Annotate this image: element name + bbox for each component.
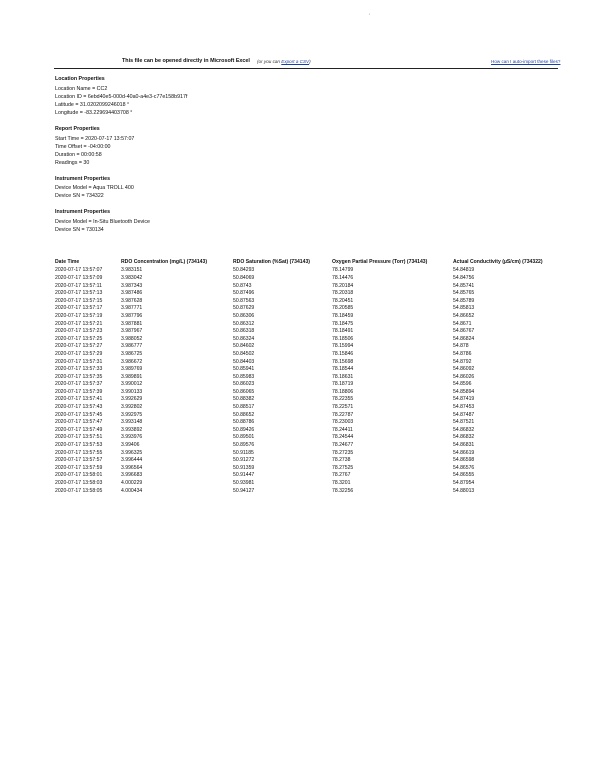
table-cell: 50.93981 — [233, 480, 255, 487]
table-cell: 2020-07-17 13:57:41 — [55, 396, 103, 403]
table-cell: 2020-07-17 13:57:27 — [55, 343, 103, 350]
section-title: Instrument Properties — [55, 209, 111, 216]
table-cell: 78.18459 — [332, 312, 354, 319]
table-cell: 78.22355 — [332, 396, 354, 403]
table-cell: 54.85789 — [453, 297, 475, 304]
table-cell: 2020-07-17 13:57:15 — [55, 297, 103, 304]
table-cell: 78.14476 — [332, 274, 354, 281]
table-cell: 2020-07-17 13:57:19 — [55, 312, 103, 319]
table-cell: 2020-07-17 13:57:37 — [55, 381, 103, 388]
table-row — [52, 450, 570, 458]
table-row — [52, 389, 570, 397]
table-cell: 50.86324 — [233, 335, 255, 342]
table-row — [52, 442, 570, 450]
table-cell: 54.86092 — [453, 366, 475, 373]
export-header — [0, 58, 600, 66]
table-cell: 3.990012 — [121, 381, 143, 388]
table-cell: 78.20184 — [332, 282, 354, 289]
section-title: Location Properties — [55, 76, 105, 82]
table-cell: 78.18719 — [332, 381, 354, 388]
table-row — [52, 298, 570, 306]
property-line: Latitude = 31.0202099246018 ° — [55, 101, 130, 108]
table-cell: 54.86576 — [453, 464, 475, 471]
table-cell: 54.8792 — [453, 358, 472, 365]
table-cell: 78.15846 — [332, 350, 354, 357]
table-cell: 3.987796 — [121, 312, 143, 319]
table-cell: 50.88786 — [233, 419, 255, 426]
table-cell: 2020-07-17 13:58:03 — [55, 480, 103, 487]
table-cell: 2020-07-17 13:57:57 — [55, 457, 103, 464]
table-cell: 50.94127 — [233, 487, 255, 494]
table-cell: 78.18491 — [332, 328, 354, 335]
table-cell: 78.24544 — [332, 434, 354, 441]
table-cell: 2020-07-17 13:57:51 — [55, 434, 103, 441]
properties-section — [55, 209, 355, 234]
section-title: Instrument Properties — [55, 175, 111, 182]
table-cell: 78.27525 — [332, 464, 354, 471]
table-cell: 54.87954 — [453, 480, 475, 487]
table-cell: 50.85983 — [233, 373, 255, 380]
readings-table — [52, 258, 570, 495]
table-cell: 78.24411 — [332, 426, 353, 433]
table-cell: 54.86619 — [453, 449, 475, 456]
table-cell: 3.987771 — [121, 305, 143, 312]
table-row — [52, 472, 570, 480]
table-cell: 54.86824 — [453, 335, 475, 342]
property-line: Start Time = 2020-07-17 13:57:07 — [55, 135, 135, 142]
table-cell: 50.86312 — [233, 320, 255, 327]
table-cell: 54.84756 — [453, 274, 475, 281]
table-cell: 3.987881 — [121, 320, 143, 327]
properties-section — [55, 76, 355, 117]
table-cell: 3.987628 — [121, 297, 143, 304]
column-header: RDO Saturation (%Sat) (734143) — [233, 259, 310, 265]
property-line: Device SN = 730134 — [55, 227, 104, 233]
column-header: Oxygen Partial Pressure (Torr) (734143) — [332, 259, 428, 265]
table-cell: 3.983151 — [121, 267, 143, 274]
table-cell: 54.85765 — [453, 290, 475, 297]
table-body — [52, 267, 570, 495]
section-title: Report Properties — [55, 125, 100, 132]
table-row — [52, 313, 570, 321]
column-header: Date Time — [55, 259, 80, 265]
table-cell: 50.86065 — [233, 388, 255, 395]
table-cell: 54.86767 — [453, 328, 475, 335]
table-cell: 54.8786 — [453, 350, 472, 357]
table-row — [52, 343, 570, 351]
table-row — [52, 321, 570, 329]
property-line: Readings = 30 — [55, 159, 90, 166]
table-cell: 78.15994 — [332, 343, 354, 350]
table-cell: 54.86026 — [453, 373, 475, 380]
table-cell: 3.986777 — [121, 343, 143, 350]
table-cell: 3.989891 — [121, 373, 143, 380]
table-row — [52, 283, 570, 291]
table-cell: 54.88013 — [453, 487, 475, 494]
table-cell: 2020-07-17 13:57:59 — [55, 464, 103, 471]
table-cell: 50.84502 — [233, 350, 255, 357]
table-cell: 50.87563 — [233, 297, 255, 304]
table-cell: 78.24677 — [332, 442, 354, 449]
table-row — [52, 366, 570, 374]
table-row — [52, 404, 570, 412]
table-cell: 4.000434 — [121, 487, 143, 494]
table-row — [52, 488, 570, 496]
table-cell: 2020-07-17 13:57:11 — [55, 282, 102, 289]
table-cell: 50.84069 — [233, 274, 255, 281]
table-cell: 50.88652 — [233, 411, 255, 418]
table-cell: 54.87487 — [453, 411, 475, 418]
table-cell: 50.88517 — [233, 404, 255, 411]
table-cell: 50.84403 — [233, 358, 255, 365]
table-cell: 50.89576 — [233, 442, 255, 449]
table-cell: 2020-07-17 13:57:13 — [55, 290, 103, 297]
table-cell: 78.22571 — [332, 404, 354, 411]
table-cell: 54.8671 — [453, 320, 472, 327]
properties-section — [55, 176, 355, 201]
corner-mark: ' — [369, 14, 371, 20]
table-cell: 54.878 — [453, 343, 469, 350]
table-cell: 50.88382 — [233, 396, 255, 403]
properties-panel — [55, 76, 355, 243]
table-cell: 50.85941 — [233, 366, 255, 373]
table-cell: 50.87629 — [233, 305, 255, 312]
export-note-prefix: (or you can — [257, 59, 282, 64]
export-csv-link[interactable]: Export a CSV — [281, 59, 310, 64]
table-cell: 50.86306 — [233, 312, 255, 319]
property-line: Device SN = 734322 — [55, 193, 104, 200]
table-row — [52, 305, 570, 313]
table-row — [52, 480, 570, 488]
property-line: Longitude = -83.229694403708 ° — [55, 110, 133, 117]
table-cell: 54.85894 — [453, 388, 475, 395]
properties-section — [55, 126, 355, 167]
table-cell: 78.18544 — [332, 366, 354, 373]
table-cell: 3.987486 — [121, 290, 143, 297]
table-cell: 50.8743 — [233, 282, 252, 289]
table-row — [52, 351, 570, 359]
table-cell: 2020-07-17 13:57:31 — [55, 358, 103, 365]
auto-import-help-link[interactable]: How can I auto-import these files? — [491, 59, 561, 64]
property-line: Location ID = 6ebd40e5-000d-40a0-a4e3-c77e158b917f — [55, 93, 188, 100]
property-line: Duration = 00:00:58 — [55, 151, 102, 158]
table-cell: 54.86598 — [453, 457, 475, 464]
table-cell: 2020-07-17 13:57:53 — [55, 442, 103, 449]
table-cell: 3.996444 — [121, 457, 143, 464]
table-cell: 78.22787 — [332, 411, 354, 418]
table-cell: 2020-07-17 13:57:23 — [55, 328, 103, 335]
table-row — [52, 267, 570, 275]
table-row — [52, 396, 570, 404]
table-cell: 78.2767 — [332, 472, 351, 479]
table-cell: 3.99406 — [121, 442, 140, 449]
table-cell: 3.987967 — [121, 328, 143, 335]
table-cell: 2020-07-17 13:57:07 — [55, 267, 103, 274]
table-cell: 3.996325 — [121, 449, 143, 456]
table-cell: 2020-07-17 13:57:35 — [55, 373, 103, 380]
table-cell: 50.91272 — [233, 457, 255, 464]
table-cell: 2020-07-17 13:57:47 — [55, 419, 103, 426]
table-cell: 3.983042 — [121, 274, 143, 281]
column-header: RDO Concentration (mg/L) (734143) — [121, 259, 208, 265]
table-cell: 54.86555 — [453, 472, 475, 479]
table-row — [52, 328, 570, 336]
table-cell: 50.84293 — [233, 267, 255, 274]
excel-notice-title: This file can be opened directly in Microsoft Excel — [122, 58, 250, 64]
table-cell: 2020-07-17 13:57:45 — [55, 411, 103, 418]
table-cell: 2020-07-17 13:57:29 — [55, 350, 103, 357]
table-cell: 78.2738 — [332, 457, 351, 464]
table-cell: 2020-07-17 13:57:43 — [55, 404, 103, 411]
table-cell: 78.15698 — [332, 358, 354, 365]
table-cell: 78.3201 — [332, 480, 351, 487]
table-cell: 3.996683 — [121, 472, 143, 479]
table-cell: 50.91359 — [233, 464, 255, 471]
table-cell: 3.987343 — [121, 282, 143, 289]
table-cell: 50.86318 — [233, 328, 255, 335]
table-cell: 54.8596 — [453, 381, 472, 388]
table-cell: 54.86652 — [453, 312, 475, 319]
header-divider — [54, 68, 558, 69]
table-cell: 2020-07-17 13:57:39 — [55, 388, 103, 395]
table-cell: 78.18475 — [332, 320, 354, 327]
table-cell: 50.87496 — [233, 290, 255, 297]
property-line: Time Offset = -04:00:00 — [55, 143, 111, 150]
table-cell: 50.89501 — [233, 434, 255, 441]
table-cell: 3.986725 — [121, 350, 143, 357]
table-cell: 2020-07-17 13:57:21 — [55, 320, 103, 327]
table-cell: 3.993976 — [121, 434, 143, 441]
table-row — [52, 275, 570, 283]
table-cell: 3.993892 — [121, 426, 143, 433]
table-cell: 50.91185 — [233, 449, 254, 456]
table-row — [52, 427, 570, 435]
table-cell: 78.18631 — [332, 373, 354, 380]
table-cell: 54.86832 — [453, 426, 475, 433]
table-row — [52, 419, 570, 427]
table-row — [52, 290, 570, 298]
table-row — [52, 359, 570, 367]
table-cell: 3.989769 — [121, 366, 143, 373]
table-cell: 78.14799 — [332, 267, 354, 274]
table-row — [52, 374, 570, 382]
table-cell: 3.992629 — [121, 396, 143, 403]
property-line: Device Model = In-Situ Bluetooth Device — [55, 218, 150, 225]
table-cell: 2020-07-17 13:57:33 — [55, 366, 103, 373]
table-row — [52, 434, 570, 442]
table-row — [52, 381, 570, 389]
table-cell: 78.18806 — [332, 388, 354, 395]
export-note-suffix: ) — [309, 59, 311, 64]
table-cell: 54.85741 — [453, 282, 475, 289]
table-cell: 2020-07-17 13:57:09 — [55, 274, 103, 281]
table-row — [52, 336, 570, 344]
table-cell: 3.992802 — [121, 404, 143, 411]
table-cell: 2020-07-17 13:58:01 — [55, 472, 103, 479]
table-cell: 2020-07-17 13:57:49 — [55, 426, 103, 433]
table-cell: 3.996564 — [121, 464, 143, 471]
table-cell: 78.18506 — [332, 335, 354, 342]
table-cell: 50.86023 — [233, 381, 255, 388]
export-csv-note — [257, 59, 311, 64]
table-cell: 2020-07-17 13:57:55 — [55, 449, 103, 456]
table-cell: 4.000229 — [121, 480, 143, 487]
table-cell: 3.992975 — [121, 411, 143, 418]
table-cell: 78.27235 — [332, 449, 354, 456]
table-cell: 78.32256 — [332, 487, 354, 494]
table-cell: 54.87521 — [453, 419, 475, 426]
property-line: Device Model = Aqua TROLL 400 — [55, 185, 134, 192]
table-cell: 3.986672 — [121, 358, 143, 365]
table-cell: 2020-07-17 13:57:25 — [55, 335, 103, 342]
table-cell: 54.85813 — [453, 305, 475, 312]
table-row — [52, 412, 570, 420]
property-line: Location Name = CC2 — [55, 85, 108, 92]
table-cell: 2020-07-17 13:58:05 — [55, 487, 103, 494]
table-cell: 2020-07-17 13:57:17 — [55, 305, 103, 312]
table-cell: 78.23003 — [332, 419, 354, 426]
table-cell: 50.84602 — [233, 343, 255, 350]
table-cell: 78.20318 — [332, 290, 354, 297]
table-cell: 3.993148 — [121, 419, 143, 426]
table-row — [52, 465, 570, 473]
table-cell: 54.87419 — [453, 396, 475, 403]
table-cell: 54.86832 — [453, 434, 475, 441]
column-header: Actual Conductivity (µS/cm) (734322) — [453, 259, 543, 265]
table-cell: 3.990133 — [121, 388, 143, 395]
table-cell: 78.20451 — [332, 297, 354, 304]
table-cell: 54.84819 — [453, 267, 475, 274]
table-cell: 50.89426 — [233, 426, 255, 433]
table-cell: 3.988052 — [121, 335, 143, 342]
table-row — [52, 457, 570, 465]
table-cell: 54.86831 — [453, 442, 475, 449]
table-header-row — [52, 258, 570, 267]
table-cell: 78.20585 — [332, 305, 354, 312]
table-cell: 50.91447 — [233, 472, 255, 479]
table-cell: 54.87453 — [453, 404, 475, 411]
